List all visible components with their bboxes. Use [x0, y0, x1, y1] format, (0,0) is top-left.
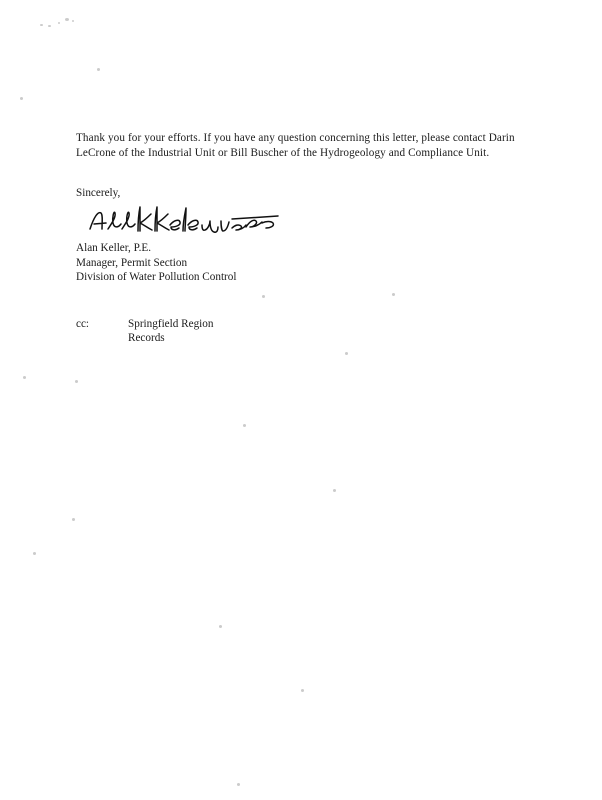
- letter-body: [76, 120, 536, 346]
- paragraph-line-1: Thank you for your efforts. If you have any question concerning this letter, please contact Darin: [76, 132, 515, 145]
- cc-item: Springfield Region: [128, 317, 214, 330]
- scan-speckle: [243, 424, 246, 427]
- cc-items: [128, 317, 213, 346]
- scan-speckle: [40, 24, 43, 26]
- scan-speckle: [72, 518, 75, 521]
- scan-speckle: [237, 783, 240, 786]
- cc-label: cc:: [76, 317, 90, 330]
- scan-speckle: [72, 20, 74, 22]
- closing-salutation: Sincerely,: [76, 187, 121, 200]
- scan-speckle: [75, 380, 78, 383]
- cc-item: Records: [128, 332, 165, 345]
- handwritten-signature-icon: [82, 201, 282, 241]
- scan-speckle: [48, 25, 51, 27]
- scan-speckle: [97, 68, 100, 71]
- scan-speckle: [333, 489, 336, 492]
- closing-paragraph: [76, 131, 536, 161]
- signer-title: Manager, Permit Section: [76, 256, 188, 269]
- signer-division: Division of Water Pollution Control: [76, 271, 237, 284]
- paragraph-line-2: LeCrone of the Industrial Unit or Bill Buscher of the Hydrogeology and Compliance Unit.: [76, 147, 490, 160]
- scan-speckle: [23, 376, 26, 379]
- scan-speckle: [219, 625, 222, 628]
- scan-speckle: [33, 552, 36, 555]
- scan-speckle: [65, 18, 69, 21]
- scan-speckle: [20, 97, 23, 100]
- signer-block: [76, 241, 536, 285]
- cc-block: [76, 317, 536, 346]
- scan-speckle: [58, 22, 60, 24]
- scan-speckle: [301, 689, 304, 692]
- signer-name: Alan Keller, P.E.: [76, 242, 152, 255]
- scan-speckle: [345, 352, 348, 355]
- signature-area: [76, 203, 536, 241]
